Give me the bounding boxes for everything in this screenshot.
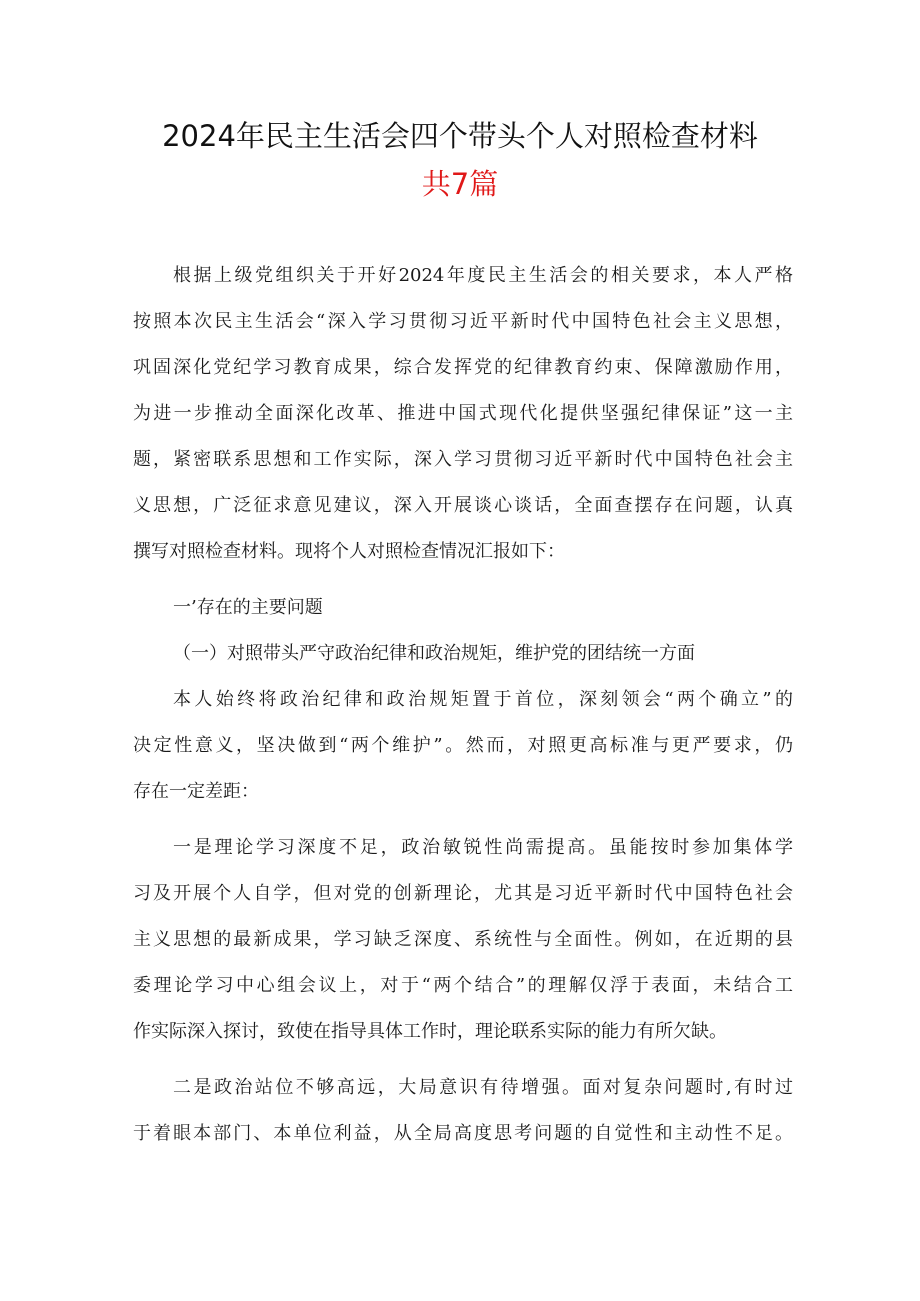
paragraph-line: 巩固深化党纪学习教育成果，综合发挥党的纪律教育约束、保障激励作用， xyxy=(133,357,793,378)
paragraph-line: 决定性意义，坚决做到“两个维护”。然而，对照更高标准与更严要求，仍 xyxy=(133,735,793,756)
paragraph-line: 按照本次民主生活会“深入学习贯彻习近平新时代中国特色社会主义思想， xyxy=(133,311,793,332)
paragraph-line: 作实际深入探讨，致使在指导具体工作时，理论联系实际的能力有所欠缺。 xyxy=(133,1021,727,1042)
paragraph-line: 委理论学习中心组会议上，对于“两个结合”的理解仅浮于表面，未结合工 xyxy=(133,975,793,996)
paragraph-line: 二是政治站位不够高远，大局意识有待增强。面对复杂问题时,有时过 xyxy=(173,1077,793,1098)
paragraph-line: 存在一定差距： xyxy=(133,781,259,802)
subsection-heading: （一）对照带头严守政治纪律和政治规矩，维护党的团结统一方面 xyxy=(173,643,695,664)
paragraph-line: 题，紧密联系思想和工作实际，深入学习贯彻习近平新时代中国特色社会主 xyxy=(133,449,793,470)
paragraph-line: 一是理论学习深度不足，政治敏锐性尚需提高。虽能按时参加集体学 xyxy=(173,837,793,858)
paragraph-line: 为进一步推动全面深化改革、推进中国式现代化提供坚强纪律保证”这一主 xyxy=(133,403,793,424)
paragraph-line: 根据上级党组织关于开好2024年度民主生活会的相关要求，本人严格 xyxy=(173,265,793,286)
paragraph-line: 于着眼本部门、本单位利益，从全局高度思考问题的自觉性和主动性不足。 xyxy=(133,1123,793,1144)
document-title: 2024年民主生活会四个带头个人对照检查材料 xyxy=(162,119,758,153)
document-subtitle: 共7篇 xyxy=(421,167,499,201)
paragraph-line: 义思想，广泛征求意见建议，深入开展谈心谈话，全面查摆存在问题，认真 xyxy=(133,495,793,516)
section-heading: 一’存在的主要问题 xyxy=(173,597,323,618)
paragraph-line: 撰写对照检查材料。现将个人对照检查情况汇报如下： xyxy=(133,541,565,562)
paragraph-line: 习及开展个人自学，但对党的创新理论，尤其是习近平新时代中国特色社会 xyxy=(133,883,793,904)
paragraph-line: 本人始终将政治纪律和政治规矩置于首位，深刻领会“两个确立”的 xyxy=(173,689,793,710)
paragraph-line: 主义思想的最新成果，学习缺乏深度、系统性与全面性。例如，在近期的县 xyxy=(133,929,793,950)
